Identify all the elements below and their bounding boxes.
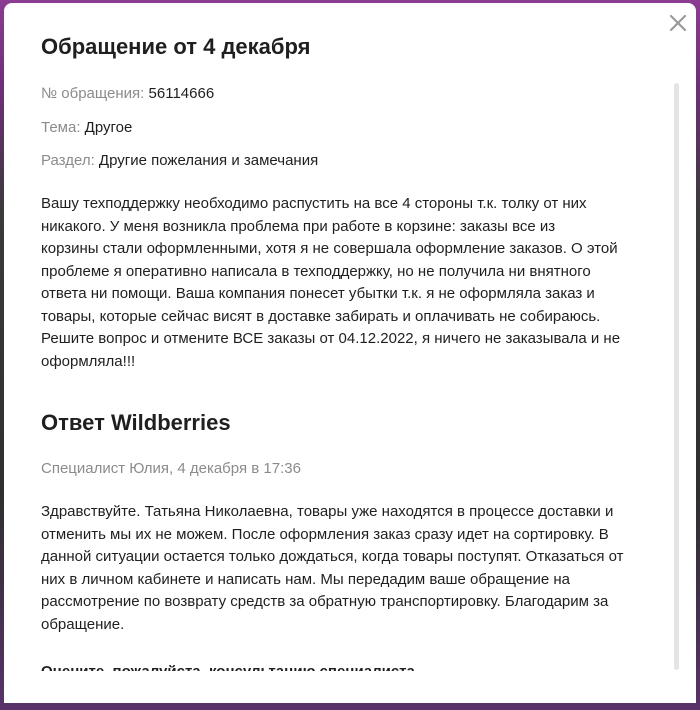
appeal-section-label: Раздел:	[41, 152, 95, 169]
reply-specialist: Специалист Юлия, 4 декабря в 17:36	[41, 460, 301, 477]
appeal-section-value: Другие пожелания и замечания	[98, 152, 319, 169]
appeal-topic-label: Тема:	[41, 119, 81, 136]
appeal-message-line: ответа ни помощи. Ваша компания понесет убытки т.к. я не оформляла заказ и	[41, 285, 595, 302]
appeal-title: Обращение от 4 декабря	[41, 34, 311, 59]
appeal-topic	[41, 118, 132, 138]
appeal-message-line: Решите вопрос и отмените ВСЕ заказы от 04.12.2022, я ничего не заказывала и не	[41, 330, 621, 347]
appeal-section	[41, 151, 318, 171]
appeal-topic-value: Другое	[84, 119, 133, 136]
appeal-message-line: корзины стали оформленными, хотя я не совершала оформление заказов. О этой	[41, 240, 618, 257]
reply-message-line: них в личном кабинете и написать нам. Мы передадим ваше обращение на	[41, 570, 570, 588]
appeal-number	[41, 84, 214, 104]
reply-message-line: рассмотрение по возврату средств за обратную транспортировку. Благодарим за	[41, 593, 609, 610]
close-button[interactable]	[664, 9, 692, 37]
reply-message-line: Здравствуйте. Татьяна Николаевна, товары уже находятся в процессе доставки и	[41, 503, 614, 520]
appeal-modal	[4, 3, 696, 703]
appeal-message-line: оформляла!!!	[41, 352, 136, 370]
scrollbar[interactable]	[674, 83, 679, 670]
modal-content	[41, 3, 651, 671]
appeal-number-label: № обращения:	[41, 85, 145, 102]
appeal-message-line: проблеме я оперативно написала в техподдержку, но не получила ни внятного	[41, 262, 591, 280]
appeal-message	[41, 193, 651, 373]
close-icon	[664, 9, 692, 37]
appeal-message-line: никакого. У меня возникла проблема при работе в корзине: заказы все из	[41, 217, 556, 235]
reply-message-line: обращение.	[41, 615, 125, 633]
reply-title: Ответ Wildberries	[41, 410, 231, 435]
reply-message-line: отменить мы их не можем. После оформления заказ сразу идет на сортировку. В	[41, 525, 609, 543]
appeal-message-line: Вашу техподдержку необходимо распустить на все 4 стороны т.к. толку от них	[41, 195, 587, 212]
modal-footer-spacer	[4, 671, 696, 703]
reply-message-line: данной ситуации остается только дождаться, когда товары поступят. Отказаться от	[41, 548, 624, 565]
appeal-number-value: 56114666	[148, 85, 215, 102]
reply-message	[41, 501, 651, 636]
appeal-message-line: товары, которые сейчас висят в доставке забирать и оплачивать не собираюсь.	[41, 307, 601, 325]
